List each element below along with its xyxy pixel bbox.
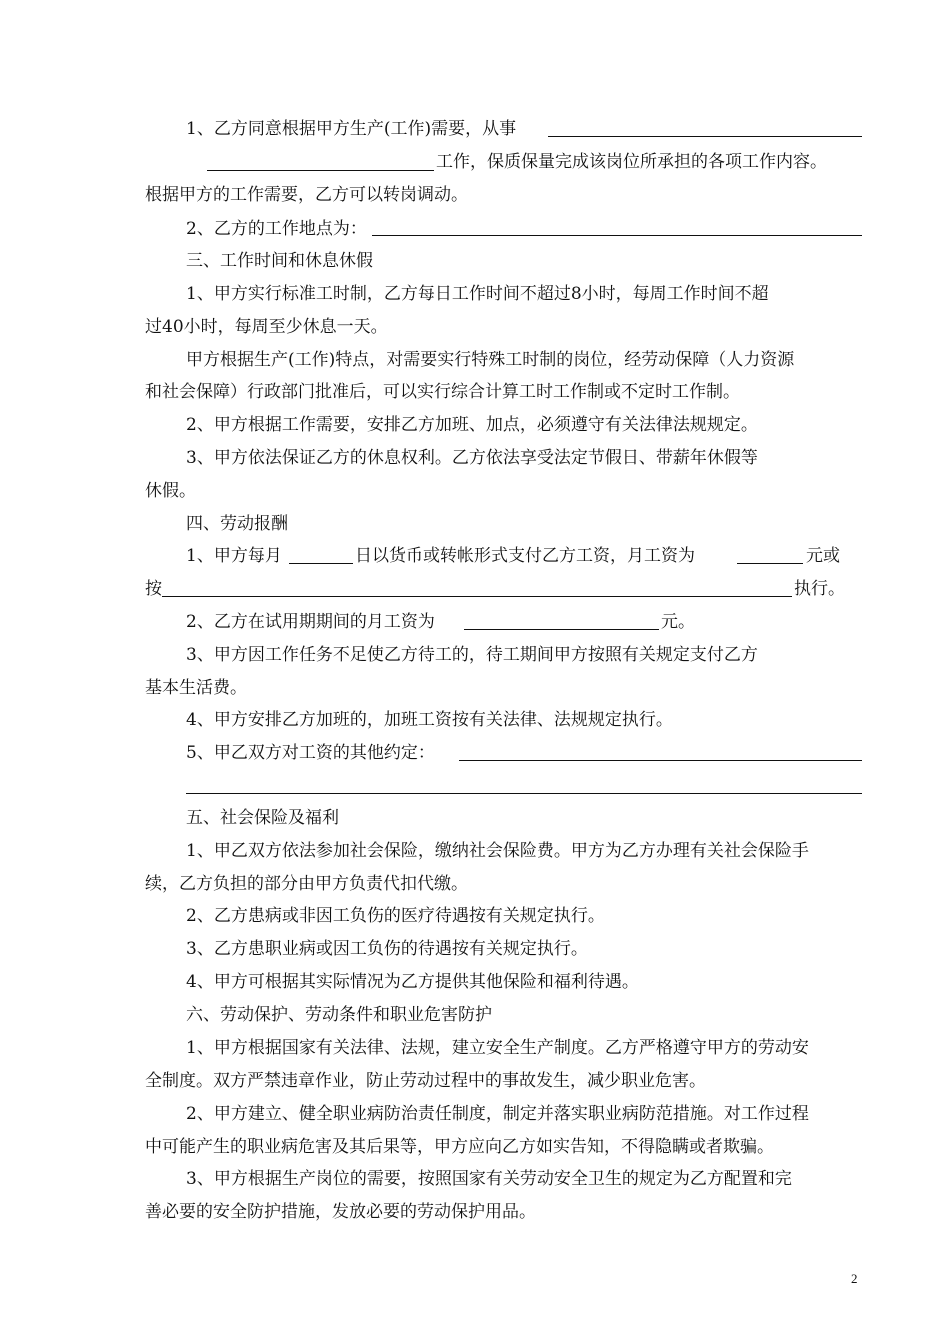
clause-6-1-line1: 1、甲方根据国家有关法律、法规，建立安全生产制度。乙方严格遵守甲方的劳动安 <box>186 1038 809 1058</box>
clause-2-1-line2: 工作，保质保量完成该岗位所承担的各项工作内容。 <box>436 152 827 172</box>
blank-line-pay-method <box>162 596 792 597</box>
clause-3-1-line2: 过40小时，每周至少休息一天。 <box>145 317 388 337</box>
blank-line-job <box>548 136 862 137</box>
clause-3-2: 2、甲方根据工作需要，安排乙方加班、加点，必须遵守有关法律法规规定。 <box>186 415 758 435</box>
clause-4-3-line2: 基本生活费。 <box>145 678 247 698</box>
blank-line-salary <box>737 563 803 564</box>
blank-line-probation-salary <box>464 629 659 630</box>
clause-2-1-line3: 根据甲方的工作需要，乙方可以转岗调动。 <box>145 185 468 205</box>
clause-3-1b-line1: 甲方根据生产(工作)特点，对需要实行特殊工时制的岗位，经劳动保障（人力资源 <box>186 350 795 370</box>
page-number: 2 <box>851 1271 858 1286</box>
clause-2-1-line1: 1、乙方同意根据甲方生产(工作)需要，从事 <box>186 119 517 139</box>
section-4-heading: 四、劳动报酬 <box>186 514 288 534</box>
clause-4-1-part3: 元或 <box>806 546 840 566</box>
blank-line-job-cont <box>207 170 434 171</box>
blank-line-payday <box>289 563 353 564</box>
blank-line-workplace <box>372 235 862 236</box>
clause-5-2: 2、乙方患病或非因工负伤的医疗待遇按有关规定执行。 <box>186 906 605 926</box>
clause-4-1-part2: 日以货币或转帐形式支付乙方工资，月工资为 <box>355 546 695 566</box>
section-3-heading: 三、工作时间和休息休假 <box>186 251 373 271</box>
clause-5-1-line1: 1、甲乙双方依法参加社会保险，缴纳社会保险费。甲方为乙方办理有关社会保险手 <box>186 841 809 861</box>
clause-3-3-line1: 3、甲方依法保证乙方的休息权利。乙方依法享受法定节假日、带薪年休假等 <box>186 448 758 468</box>
clause-4-2-part2: 元。 <box>661 612 695 632</box>
clause-5-4: 4、甲方可根据其实际情况为乙方提供其他保险和福利待遇。 <box>186 972 639 992</box>
clause-6-1-line2: 全制度。双方严禁违章作业，防止劳动过程中的事故发生，减少职业危害。 <box>145 1071 706 1091</box>
clause-6-3-line2: 善必要的安全防护措施，发放必要的劳动保护用品。 <box>145 1202 536 1222</box>
clause-4-1-part5: 执行。 <box>794 579 845 599</box>
clause-5-1-line2: 续，乙方负担的部分由甲方负责代扣代缴。 <box>145 874 468 894</box>
clause-4-2-part1: 2、乙方在试用期期间的月工资为 <box>186 612 435 632</box>
clause-4-3-line1: 3、甲方因工作任务不足使乙方待工的，待工期间甲方按照有关规定支付乙方 <box>186 645 758 665</box>
clause-2-2: 2、乙方的工作地点为： <box>186 219 367 239</box>
blank-line-other-agreement-cont <box>186 793 862 794</box>
clause-6-2-line2: 中可能产生的职业病危害及其后果等，甲方应向乙方如实告知，不得隐瞒或者欺骗。 <box>145 1137 774 1157</box>
section-6-heading: 六、劳动保护、劳动条件和职业危害防护 <box>186 1005 492 1025</box>
clause-6-3-line1: 3、甲方根据生产岗位的需要，按照国家有关劳动安全卫生的规定为乙方配置和完 <box>186 1169 792 1189</box>
section-5-heading: 五、社会保险及福利 <box>186 808 339 828</box>
clause-4-1-part4: 按 <box>145 579 162 599</box>
clause-4-5: 5、甲乙双方对工资的其他约定： <box>186 743 435 763</box>
clause-5-3: 3、乙方患职业病或因工负伤的待遇按有关规定执行。 <box>186 939 588 959</box>
clause-4-4: 4、甲方安排乙方加班的，加班工资按有关法律、法规规定执行。 <box>186 710 673 730</box>
clause-3-1b-line2: 和社会保障）行政部门批准后，可以实行综合计算工时工作制或不定时工作制。 <box>145 382 740 402</box>
clause-6-2-line1: 2、甲方建立、健全职业病防治责任制度，制定并落实职业病防范措施。对工作过程 <box>186 1104 809 1124</box>
clause-3-3-line2: 休假。 <box>145 481 196 501</box>
blank-line-other-agreement <box>459 760 862 761</box>
clause-4-1-part1: 1、甲方每月 <box>186 546 282 566</box>
clause-3-1-line1: 1、甲方实行标准工时制，乙方每日工作时间不超过8小时，每周工作时间不超 <box>186 284 769 304</box>
